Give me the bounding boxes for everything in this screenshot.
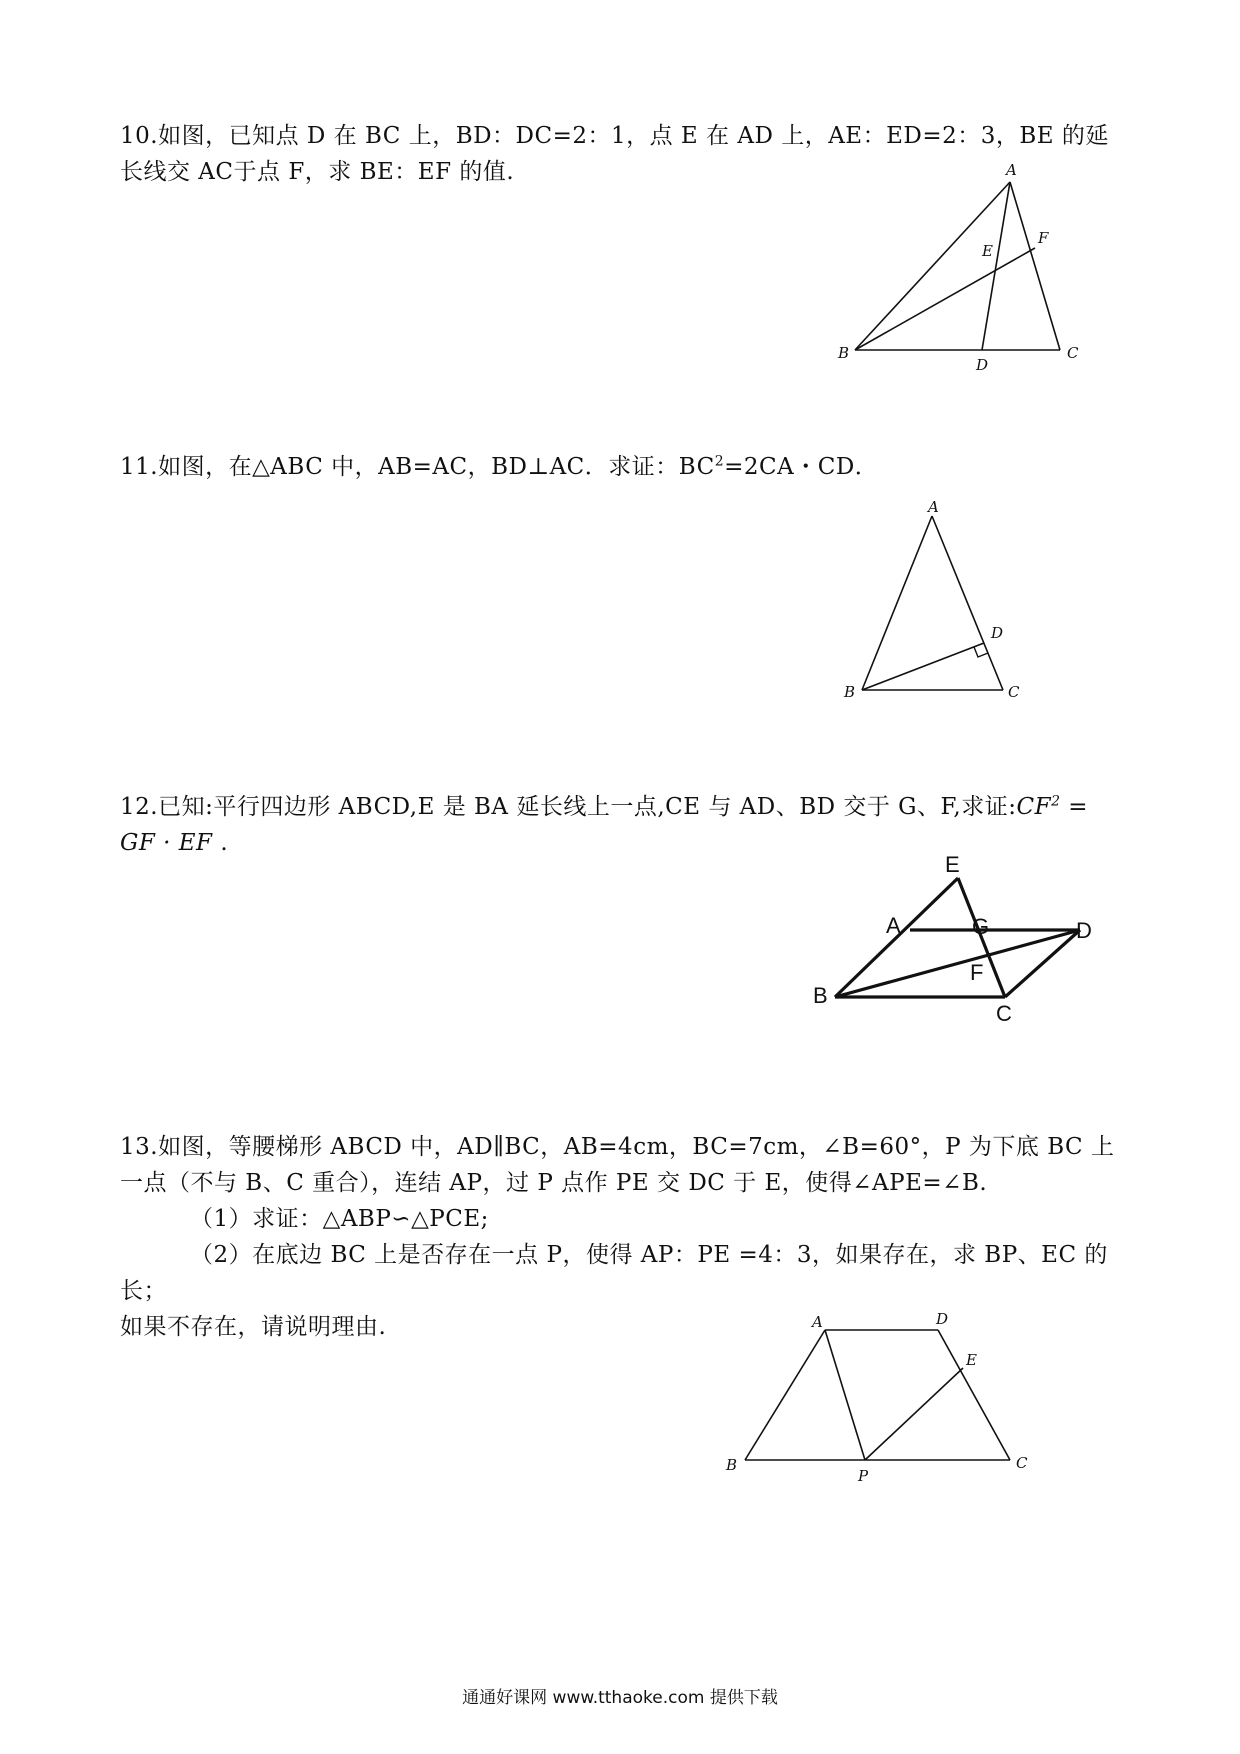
label-c: C	[1016, 1454, 1028, 1472]
figure-parallelogram-12	[810, 845, 1110, 1030]
problem-number: 11.	[120, 454, 159, 480]
label-c: C	[1067, 344, 1079, 362]
problem-number: 13.	[120, 1134, 159, 1160]
label-e: E	[966, 1351, 977, 1369]
figure-triangle-10	[830, 160, 1090, 374]
problem-statement-end: =2CA・CD．	[724, 454, 879, 480]
figure-trapezoid-13	[720, 1300, 1040, 1490]
problem-statement: 如图，已知点 D 在 BC 上，BD：DC=2：1，点 E 在 AD 上，AE：ED=2：3，BE 的延长线交 AC于点 F，求 BE：EF 的值.	[120, 123, 1109, 185]
problem-number: 12.	[120, 794, 159, 820]
label-a: A	[1006, 161, 1017, 179]
formula-sup: 2	[1051, 793, 1061, 810]
problem-tail: 如果不存在，请说明理由.	[120, 1314, 387, 1340]
label-c: C	[1008, 683, 1020, 701]
label-b: B	[844, 683, 856, 701]
problem-statement: 如图，等腰梯形 ABCD 中，AD∥BC，AB=4cm，BC=7cm，∠B=60°，P 为下底 BC 上一点（不与 B、C 重合），连结 AP，过 P 点作 PE 交 DC 于 E，使得∠APE=∠B.	[120, 1134, 1115, 1196]
label-d: D	[1076, 918, 1092, 943]
label-c: C	[996, 1001, 1012, 1026]
label-e: E	[945, 852, 960, 877]
label-a: A	[886, 913, 901, 938]
label-b: B	[838, 344, 850, 362]
label-p: P	[858, 1467, 869, 1485]
problem-11	[120, 449, 1130, 485]
formula-rhs: = GF · EF	[120, 794, 1089, 856]
problem-statement: 已知:平行四边形 ABCD,E 是 BA 延长线上一点,CE 与 AD、BD 交于 G、F,求证:	[158, 794, 1017, 820]
problem-statement: 如图，在△ABC 中，AB=AC，BD⊥AC．求证：BC	[158, 454, 715, 480]
label-d: D	[991, 624, 1004, 642]
sub-question-2: （2）在底边 BC 上是否存在一点 P，使得 AP：PE =4：3，如果存在，求 BP、EC 的长；	[120, 1242, 1108, 1304]
label-b: B	[726, 1456, 738, 1474]
label-g: G	[972, 914, 990, 939]
formula-end: .	[212, 830, 229, 856]
label-f: F	[970, 960, 984, 985]
label-d: D	[936, 1310, 949, 1328]
problem-number: 10.	[120, 123, 159, 149]
label-e: E	[982, 242, 993, 260]
label-a: A	[928, 498, 939, 516]
formula-lhs: CF	[1016, 794, 1052, 820]
figure-triangle-11	[840, 500, 1030, 705]
label-a: A	[812, 1313, 823, 1331]
label-f: F	[1038, 229, 1049, 247]
label-b: B	[813, 983, 828, 1008]
label-d: D	[976, 356, 989, 374]
sub-question-1: （1）求证：△ABP∽△PCE;	[190, 1206, 489, 1232]
page-footer: 通通好课网 www.tthaoke.com 提供下载	[462, 1688, 778, 1708]
superscript: 2	[714, 453, 725, 470]
